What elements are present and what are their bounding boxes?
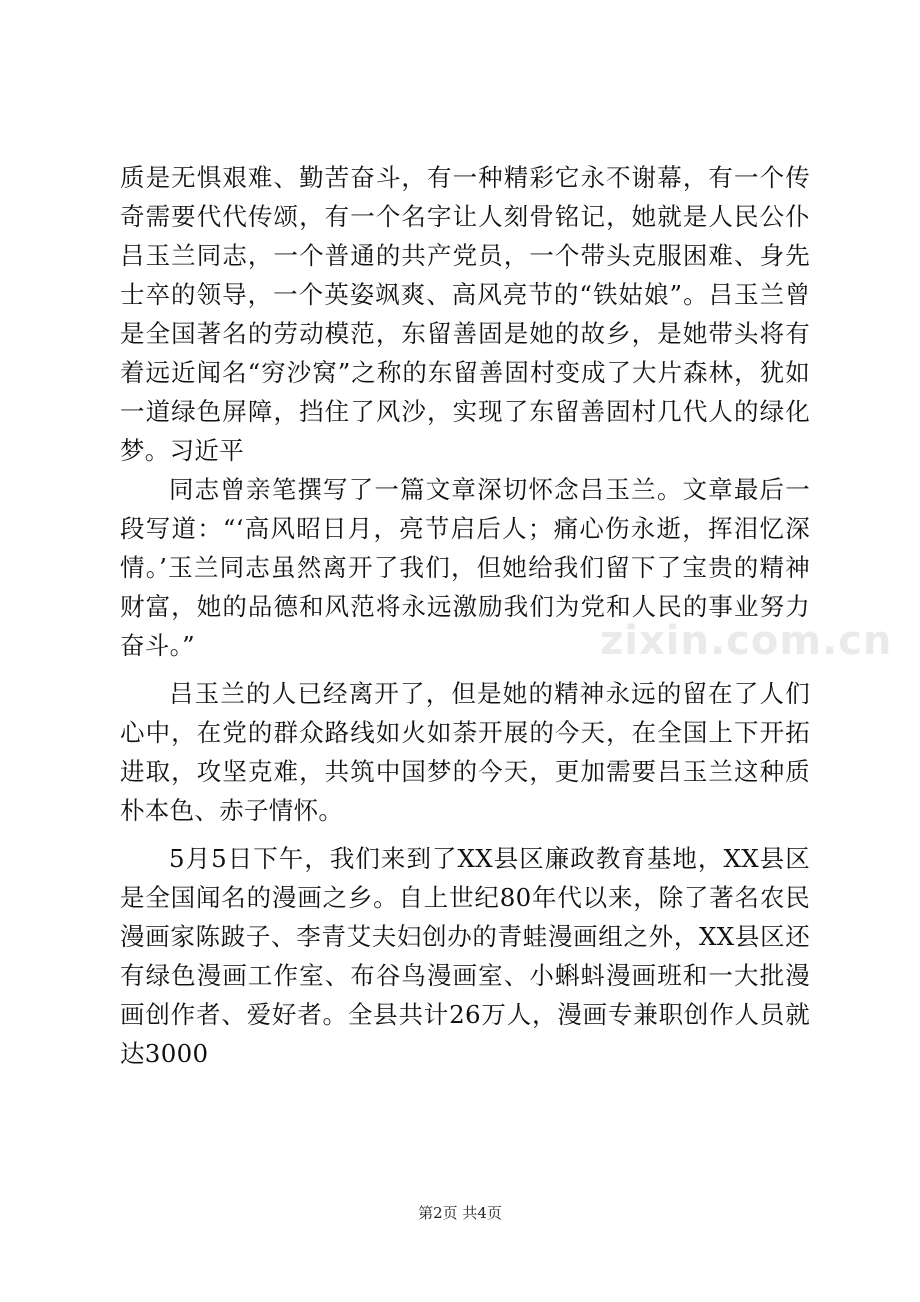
- paragraph-1: 质是无惧艰难、勤苦奋斗，有一种精彩它永不谢幕，有一个传奇需要代代传颂，有一个名字让人刻骨铭记，她就是人民公仆吕玉兰同志，一个普通的共产党员，一个带头克服困难、身先士卒的领导，一个英姿飒爽、高风亮节的“铁姑娘”。吕玉兰曾是全国著名的劳动模范，东留善固是她的故乡，是她带头将有着远近闻名“穷沙窝”之称的东留善固村变成了大片森林，犹如一道绿色屏障，挡住了风沙，实现了东留善固村几代人的绿化梦。习近平: [120, 163, 810, 465]
- paragraph-2: 同志曾亲笔撰写了一篇文章深切怀念吕玉兰。文章最后一段写道：“‘高风昭日月，亮节启后人；痛心伤永逝，挥泪忆深情。’玉兰同志虽然离开了我们，但她给我们留下了宝贵的精神财富，她的品德和风范将永远激励我们为党和人民的事业努力奋斗。”: [120, 475, 810, 660]
- paragraph-3: 吕玉兰的人已经离开了，但是她的精神永远的留在了人们心中，在党的群众路线如火如荼开展的今天，在全国上下开拓进取，攻坚克难，共筑中国梦的今天，更加需要吕玉兰这种质朴本色、赤子情怀。: [120, 679, 810, 825]
- paragraph-4: 5月5日下午，我们来到了XX县区廉政教育基地，XX县区是全国闻名的漫画之乡。自上世纪80年代以来，除了著名农民漫画家陈跛子、李青艾夫妇创办的青蛙漫画组之外，XX县区还有绿色漫画工作室、布谷鸟漫画室、小蝌蚪漫画班和一大批漫画创作者、爱好者。全县共计26万人，漫画专兼职创作人员就达3000: [120, 844, 810, 1068]
- watermark: zixin.com.cn: [600, 618, 893, 664]
- body-text: [120, 158, 810, 1073]
- page-footer: 第2页 共4页: [418, 1204, 502, 1222]
